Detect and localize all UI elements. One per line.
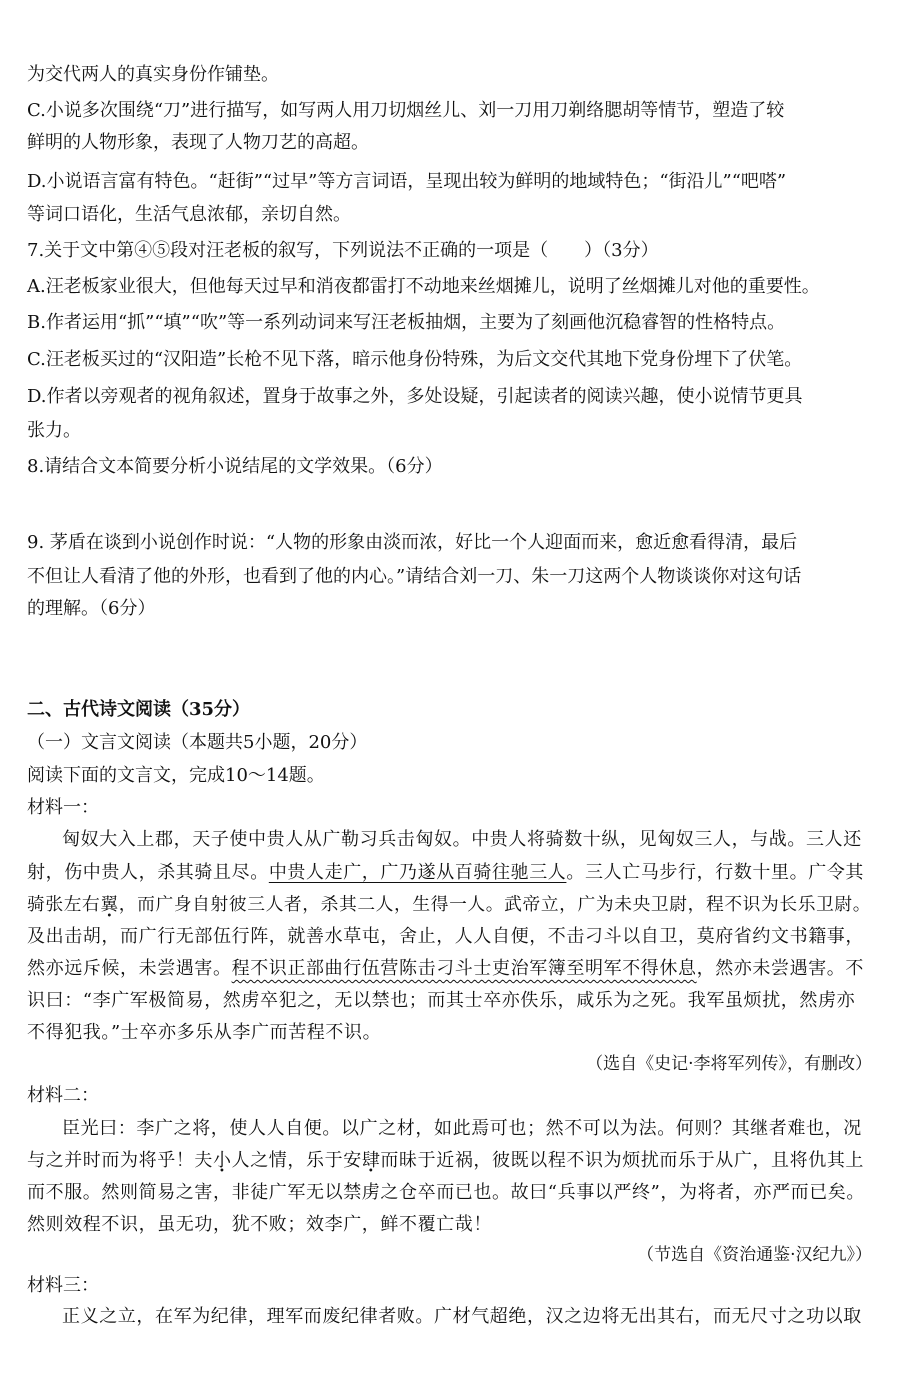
wavy-underlined-sentence: 程不识正部曲行伍营陈击刁斗士吏治军簿至明军不得休息 — [231, 958, 697, 979]
section2-title: 二、古代诗文阅读（35分） — [27, 699, 251, 720]
q9-line2: 不但让人看清了他的外形，也看到了他的内心。”请结合刘一刀、朱一刀这两个人物谈谈你对这句话 — [27, 566, 802, 587]
q6-option-c-line1: C.小说多次围绕“刀”进行描写，如写两人用刀切烟丝儿、刘一刀用刀剃络腮胡等情节，塑造了较 — [27, 100, 785, 121]
material2-line3: 而不服。然则简易之害，非徒广军无以禁虏之仓卒而已也。故曰“兵事以严终”，为将者，亦严而已矣。 — [27, 1182, 865, 1203]
material1-line7: 不得犯我。”士卒亦多乐从李广而苦程不识。 — [27, 1022, 382, 1043]
material1-line6: 识曰：“李广军极简易，然虏卒犯之，无以禁也；而其士卒亦佚乐，咸乐为之死。我军虽烦扰，然虏亦 — [27, 990, 856, 1011]
material1-line3-a: 骑张左右 — [27, 895, 101, 915]
material1-line3-b: ，而广身自射彼三人者，杀其二人，生得一人。武帝立，广为未央卫尉，程不识为长乐卫尉。 — [118, 895, 872, 915]
dotted-character: 肆 — [361, 1150, 381, 1171]
material2-source: （节选自《资治通鉴·汉纪九》） — [637, 1245, 872, 1265]
dotted-character: 翼 — [100, 895, 119, 915]
q7-stem: 7.关于文中第④⑤段对汪老板的叙写，下列说法不正确的一项是（ ）（3分） — [27, 240, 659, 261]
material2-line1: 臣光曰：李广之将，使人人自便。以广之材，如此焉可也；然不可以为法。何则？其继者难也，况 — [62, 1118, 862, 1139]
material1-label: 材料一： — [27, 797, 99, 818]
subsection1-title: （一）文言文阅读（本题共5小题，20分） — [27, 732, 368, 753]
material1-line5 — [27, 957, 880, 981]
material1-line5-a: 然亦远斥候，未尝遇害。 — [27, 958, 232, 979]
material1-source: （选自《史记·李将军列传》，有删改） — [586, 1054, 872, 1074]
q6-option-d-line2: 等词口语化，生活气息浓郁，亲切自然。 — [27, 204, 351, 225]
material2-line2 — [27, 1149, 880, 1173]
material2-line2-c: 而昧于近祸，彼既以程不识为烦扰而乐于从广，且将仇其上 — [380, 1150, 865, 1171]
material1-line3 — [27, 893, 880, 917]
material1-line2 — [27, 861, 880, 885]
q6-tail: 为交代两人的真实身份作铺垫。 — [27, 64, 279, 85]
material1-line4: 及出击胡，而广行无部伍行阵，就善水草屯，舍止，人人自便，不击刁斗以自卫，莫府省约文书籍事， — [27, 926, 864, 947]
underlined-sentence: 中贵人走广，广乃遂从百骑往驰三人 — [268, 862, 567, 883]
q7-option-d-line2: 张力。 — [27, 420, 81, 441]
q7-option-b: B.作者运用“抓”“填”“吹”等一系列动词来写汪老板抽烟，主要为了刻画他沉稳睿智的性格特点。 — [27, 312, 786, 333]
material2-label: 材料二： — [27, 1085, 99, 1106]
q9-line3: 的理解。（6分） — [27, 598, 156, 619]
q9-line1: 9. 茅盾在谈到小说创作时说：“人物的形象由淡而浓，好比一个人迎面而来，愈近愈看得清，最后 — [27, 532, 798, 553]
material1-line5-b: ，然亦未尝遇害。不 — [696, 958, 865, 979]
q6-option-c-line2: 鲜明的人物形象，表现了人物刀艺的高超。 — [27, 132, 369, 153]
subsection1-instruction: 阅读下面的文言文，完成10～14题。 — [27, 765, 325, 786]
material1-line2-b: 。三人亡马步行，行数十里。广令其 — [566, 862, 865, 883]
q8-question: 8.请结合文本简要分析小说结尾的文学效果。（6分） — [27, 456, 443, 477]
q7-option-c: C.汪老板买过的“汉阳造”长枪不见下落，暗示他身份特殊，为后文交代其地下党身份埋下了伏笔。 — [27, 349, 803, 370]
material3-label: 材料三： — [27, 1275, 99, 1296]
material1-line1: 匈奴大入上郡，天子使中贵人从广勒习兵击匈奴。中贵人将骑数十纵，见匈奴三人，与战。三人还 — [62, 829, 862, 850]
dotted-character: 小 — [213, 1150, 232, 1171]
material1-line2-a: 射，伤中贵人，杀其骑且尽。 — [27, 862, 269, 883]
q7-option-a: A.汪老板家业很大，但他每天过早和消夜都雷打不动地来丝烟摊儿，说明了丝烟摊儿对他的重要性。 — [27, 276, 820, 297]
q6-option-d-line1: D.小说语言富有特色。“赶街”“过早”等方言词语，呈现出较为鲜明的地域特色；“街沿儿”“吧嗒” — [27, 171, 787, 192]
q7-option-d-line1: D.作者以旁观者的视角叙述，置身于故事之外，多处设疑，引起读者的阅读兴趣，使小说情节更具 — [27, 386, 803, 407]
material2-line2-b: 人之情，乐于安 — [231, 1150, 362, 1171]
material2-line2-a: 与之并时而为将乎！夫 — [27, 1150, 213, 1171]
material2-line4: 然则效程不识，虽无功，犹不败；效李广，鲜不覆亡哉！ — [27, 1214, 492, 1235]
material3-line1: 正义之立，在军为纪律，理军而废纪律者败。广材气超绝，汉之边将无出其右，而无尺寸之功以取 — [62, 1306, 862, 1327]
